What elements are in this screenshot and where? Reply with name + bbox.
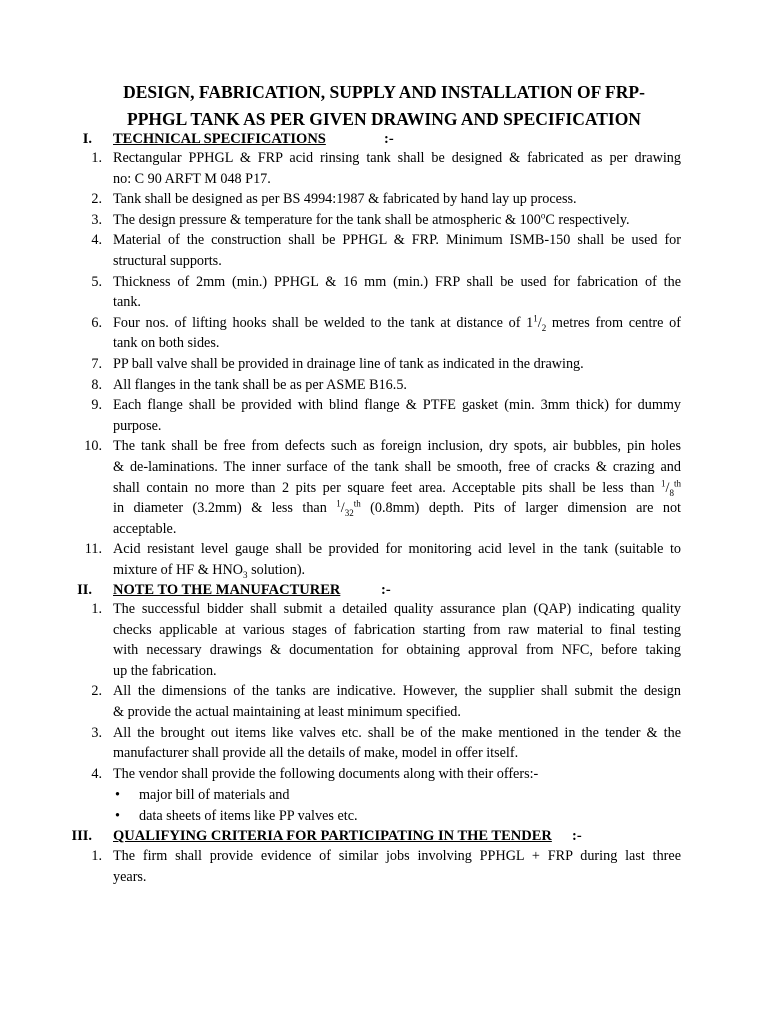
item-line: The tank shall be free from defects such as foreign inclusion, dry spots, air bubbles, pin holes xyxy=(113,438,681,455)
item-line: Thickness of 2mm (min.) PPHGL & 16 mm (min.) FRP shall be used for fabrication of the xyxy=(113,273,681,290)
item-line: structural supports. xyxy=(113,252,222,269)
item-text xyxy=(113,681,681,722)
item-text xyxy=(113,395,681,436)
section-suffix: :- xyxy=(572,828,582,844)
item-number: 11. xyxy=(84,541,102,558)
item-text xyxy=(113,313,681,354)
item-text xyxy=(113,272,681,313)
section-title: NOTE TO THE MANUFACTURER xyxy=(113,582,341,598)
item-line: manufacturer shall provide all the details of make, model in offer itself. xyxy=(113,745,519,762)
bullet-icon: • xyxy=(115,787,120,803)
item-number: 9. xyxy=(91,397,102,414)
item-line: Rectangular PPHGL & FRP acid rinsing tank shall be designed & fabricated as per drawing xyxy=(113,150,681,166)
section-title: QUALIFYING CRITERIA FOR PARTICIPATING IN THE TENDER xyxy=(113,828,552,844)
item-line: The design pressure & temperature for the tank shall be atmospheric & 100$^o$C respectively. xyxy=(113,210,630,228)
item-number: 1. xyxy=(91,848,102,864)
item-line: & provide the actual maintaining at least minimum specified. xyxy=(113,703,461,720)
section-suffix: :- xyxy=(384,131,394,147)
item-number: 4. xyxy=(91,765,102,782)
item-line: years. xyxy=(113,868,147,885)
bullet-text: data sheets of items like PP valves etc. xyxy=(139,808,358,824)
item-text xyxy=(113,723,681,764)
item-line: The firm shall provide evidence of similar jobs involving PPHGL + FRP during last three xyxy=(113,848,681,864)
item-text xyxy=(113,764,681,785)
item-line: Tank shall be designed as per BS 4994:1987 & fabricated by hand lay up process. xyxy=(113,191,577,208)
item-line: with necessary drawings & documentation for obtaining approval from NFC, before taking xyxy=(113,642,681,659)
section-numeral: III. xyxy=(71,828,92,844)
item-line: Acid resistant level gauge shall be provided for monitoring acid level in the tank (suitable to xyxy=(113,541,681,558)
item-line: mixture of HF & $HNO_3$ solution). xyxy=(113,561,306,580)
section-numeral: I. xyxy=(82,131,92,147)
item-text xyxy=(113,148,681,189)
item-line: checks applicable at various stages of fabrication starting from raw material to final testing xyxy=(113,621,681,638)
item-line: tank. xyxy=(113,294,141,311)
item-line: Each flange shall be provided with blind flange & PTFE gasket (min. 3mm thick) for dummy xyxy=(113,397,681,414)
item-number: 2. xyxy=(91,683,102,700)
item-text xyxy=(113,599,681,681)
title-line-2: PPHGL TANK AS PER GIVEN DRAWING AND SPECIFICATION xyxy=(127,109,641,129)
item-text xyxy=(113,354,681,375)
title-line-1: DESIGN, FABRICATION, SUPPLY AND INSTALLATION OF FRP- xyxy=(123,82,645,102)
item-line: The successful bidder shall submit a detailed quality assurance plan (QAP) indicating quality xyxy=(113,601,681,617)
item-line: All flanges in the tank shall be as per ASME B16.5. xyxy=(113,376,407,393)
item-line: PP ball valve shall be provided in drainage line of tank as indicated in the drawing. xyxy=(113,356,584,372)
item-line: The vendor shall provide the following documents along with their offers:- xyxy=(113,765,539,782)
item-text xyxy=(113,539,681,580)
item-number: 10. xyxy=(84,438,102,455)
item-line: All the brought out items like valves etc. shall be of the make mentioned in the tender & the xyxy=(113,724,681,741)
item-number: 6. xyxy=(91,314,102,331)
item-number: 2. xyxy=(91,191,102,208)
item-number: 1. xyxy=(91,150,102,166)
item-line: shall contain no more than 2 pits per square feet area. Acceptable pits shall be less than $^1/_8^{th}$ xyxy=(113,477,681,498)
item-number: 7. xyxy=(91,356,102,372)
item-text xyxy=(113,375,681,396)
item-line: acceptable. xyxy=(113,520,177,537)
item-line: tank on both sides. xyxy=(113,335,220,352)
item-text xyxy=(113,210,681,231)
item-line: up the fabrication. xyxy=(113,662,217,679)
item-line: purpose. xyxy=(113,417,162,434)
item-text xyxy=(113,436,681,539)
section-suffix: :- xyxy=(381,582,391,598)
section-numeral: II. xyxy=(77,582,92,598)
item-number: 1. xyxy=(91,601,102,617)
item-line: Material of the construction shall be PPHGL & FRP. Minimum ISMB-150 shall be used for xyxy=(113,232,681,249)
section-title: TECHNICAL SPECIFICATIONS xyxy=(113,131,326,147)
item-text xyxy=(113,846,681,887)
bullet-icon: • xyxy=(115,808,120,824)
item-number: 4. xyxy=(91,232,102,249)
item-text xyxy=(113,189,681,210)
item-number: 3. xyxy=(91,211,102,228)
item-line: no: C 90 ARFT M 048 P17. xyxy=(113,170,271,187)
bullet-text: major bill of materials and xyxy=(139,787,290,803)
document-title xyxy=(90,79,678,133)
item-line: & de-laminations. The inner surface of the tank shall be smooth, free of cracks & crazing and xyxy=(113,458,681,475)
item-text xyxy=(113,230,681,271)
item-number: 8. xyxy=(91,376,102,393)
item-number: 5. xyxy=(91,273,102,290)
item-number: 3. xyxy=(91,724,102,741)
item-line: Four nos. of lifting hooks shall be welded to the tank at distance of $1^1/_2$ metres from centre of xyxy=(113,313,681,333)
item-line: All the dimensions of the tanks are indicative. However, the supplier shall submit the design xyxy=(113,683,681,700)
item-line: in diameter (3.2mm) & less than $^1/_{32}^{th}$ (0.8mm) depth. Pits of larger dimension are not xyxy=(113,498,681,518)
